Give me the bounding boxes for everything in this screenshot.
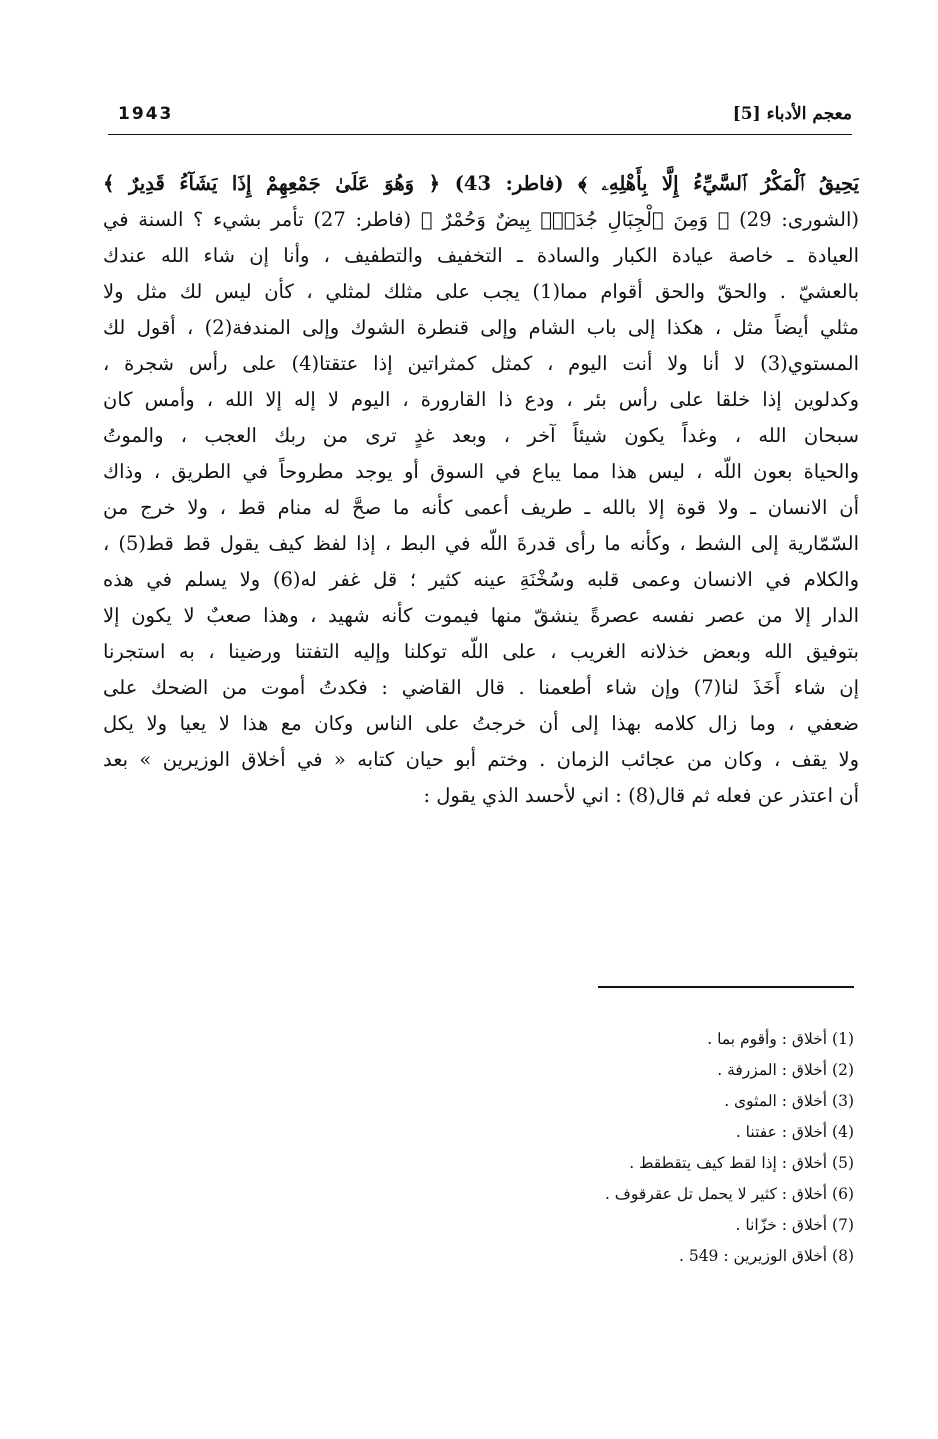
text-line: مثلي أيضاً مثل ، هكذا إلى باب الشام وإلى قنطرة الشوك وإلى المندفة(2) ، أقول لك bbox=[103, 316, 859, 339]
footnote: (6) أخلاق : كثير لا يحمل تل عقرقوف . bbox=[604, 1185, 854, 1203]
text-line: يَحِيقُ ٱلْمَكْرُ ٱلسَّيِّءُ إِلَّا بِأَهْلِهِۦ ﴾ (فاطر: 43) ﴿ وَهُوَ عَلَىٰ جَمْعِهِمْ إِذَا يَشَآءُ قَدِيرٌ ﴾ bbox=[103, 172, 859, 195]
running-title: معجم الأدباء [5] bbox=[732, 104, 852, 124]
text-line: سبحان الله ، وغداً يكون شيئاً آخر ، وبعد غدٍ ترى من ربك العجب ، والموتُ bbox=[103, 424, 859, 447]
text-line: العيادة ـ خاصة عيادة الكبار والسادة ـ التخفيف والتطفيف ، وأنا إن شاء الله عندك bbox=[103, 244, 859, 267]
text-line: السّمّارية إلى الشط ، وكأنه ما رأى قدرةَ اللّه في البط ، إذا لفظ كيف يقول قط قط(5) ، bbox=[103, 532, 859, 555]
main-text bbox=[103, 166, 859, 814]
footnote: (2) أخلاق : المزرفة . bbox=[717, 1061, 854, 1079]
text-line: والحياة بعون اللّه ، ليس هذا مما يباع في السوق أو يوجد مطروحاً في الطريق ، وذاك bbox=[103, 460, 859, 483]
text-line: والكلام في الانسان وعمى قلبه وسُخْنَةِ عينه كثير ؛ قل غفر له(6) ولا يسلم في هذه bbox=[103, 568, 859, 591]
header-rule bbox=[108, 134, 852, 135]
text-line: المستوي(3) لا أنا ولا أنت اليوم ، كمثل كمثراتين إذا عتقتا(4) على رأس شجرة ، bbox=[103, 352, 859, 375]
text-line: وكدلوين إذا خلقا على رأس بئر ، ودع ذا القارورة ، اليوم لا إله إلا الله ، وأمس كان bbox=[103, 388, 859, 411]
page-header bbox=[108, 98, 852, 138]
footnote: (8) أخلاق الوزيرين : 549 . bbox=[678, 1247, 854, 1265]
text-line: ولا يقف ، وكان من عجائب الزمان . وختم أبو حيان كتابه « في أخلاق الوزيرين » بعد bbox=[103, 748, 859, 771]
text-line: بالعشيّ . والحقّ والحق أقوام مما(1) يجب على مثلك لمثلي ، كأن ليس لك مثل ولا bbox=[103, 280, 859, 303]
text-line: إن شاء أَخَذَ لنا(7) وإن شاء أطعمنا . قال القاضي : فكدتُ أموت من الضحك على bbox=[103, 676, 859, 699]
footnotes bbox=[605, 1024, 854, 1272]
footnote: (1) أخلاق : وأقوم بما . bbox=[707, 1030, 854, 1048]
text-line: الدار إلا من عصر نفسه عصرةً ينشقّ منها فيموت كأنه شهيد ، وهذا صعبٌ لا يكون إلا bbox=[103, 604, 859, 627]
text-line: ضعفي ، وما زال كلامه بهذا إلى أن خرجتُ على الناس وكان مع هذا لا يعيا ولا يكل bbox=[103, 712, 859, 735]
text-line: أن اعتذر عن فعله ثم قال(8) : اني لأحسد الذي يقول : bbox=[423, 784, 859, 807]
footnote: (5) أخلاق : إذا لقط كيف يتقطقط . bbox=[629, 1154, 854, 1172]
text-line: بتوفيق الله وبعض خذلانه الغريب ، على اللّه توكلنا وإليه التفتنا ورضينا ، به استجرنا bbox=[103, 640, 859, 663]
text-line: أن الانسان ـ ولا قوة إلا بالله ـ طريف أعمى كأنه ما صحَّ له منام قط ، ولا خرج من bbox=[103, 496, 859, 519]
footnote: (3) أخلاق : المثوى . bbox=[724, 1092, 854, 1110]
page-number: 1943 bbox=[118, 104, 174, 124]
footnote-separator bbox=[598, 986, 854, 988]
text-line: (الشورى: 29) ﴿ وَمِنَ ٱلْجِبَالِ جُدَدٌۢ بِيضٌ وَحُمْرٌ ﴾ (فاطر: 27) تأمر بشيء ؟ السنة في bbox=[103, 208, 859, 231]
footnote: (7) أخلاق : خزّانا . bbox=[735, 1216, 854, 1234]
footnote: (4) أخلاق : عفتنا . bbox=[735, 1123, 854, 1141]
